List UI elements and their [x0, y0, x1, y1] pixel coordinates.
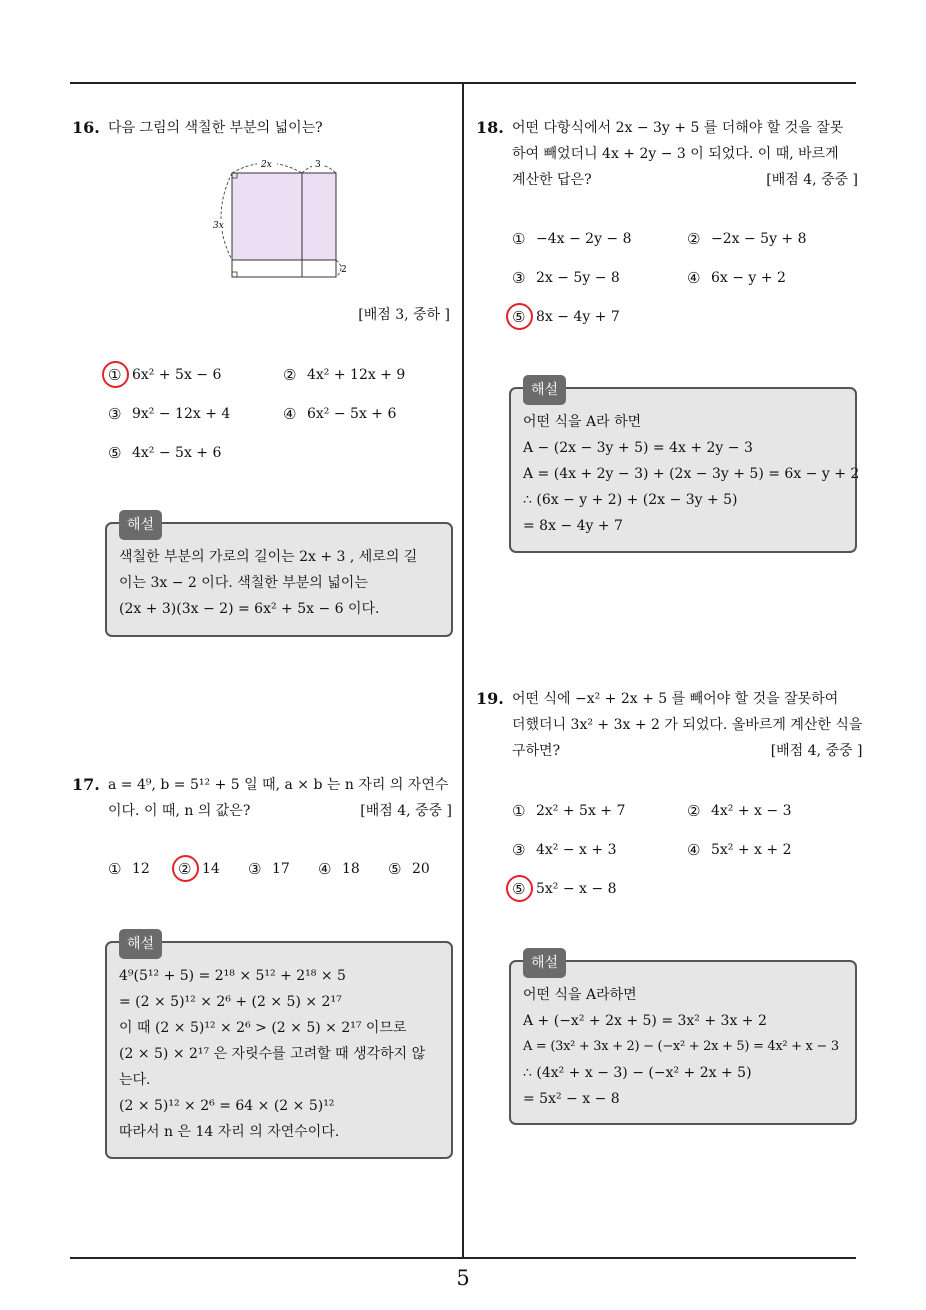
answer-circle	[506, 303, 533, 330]
choice-5[interactable]: ⑤ 4x² − 5x + 6	[108, 444, 222, 462]
question-stem-line1: 어떤 식에 −x² + 2x + 5 를 빼어야 할 것을 잘못하여	[512, 691, 839, 707]
question-17	[72, 772, 452, 824]
page-number: 5	[456, 1266, 470, 1290]
question-18-choices	[512, 212, 862, 330]
question-16	[72, 115, 450, 141]
question-number: 16.	[72, 118, 100, 137]
choice-4[interactable]: ④ 5x² + x + 2	[687, 841, 792, 859]
choice-2[interactable]: ② 4x² + 12x + 9	[283, 366, 406, 384]
shaded-rectangle-figure	[205, 155, 355, 285]
label-2x: 2x	[261, 160, 272, 170]
question-19	[476, 686, 863, 764]
choice-3[interactable]: ③ 9x² − 12x + 4	[108, 405, 231, 423]
question-stem: a = 4⁹, b = 5¹² + 5 일 때, a × b 는 n 자리 의 자연수	[108, 777, 449, 793]
choice-1[interactable]: ① 12	[108, 860, 150, 878]
solution-box-19: 해설 어떤 식을 A라하면 A + (−x² + 2x + 5) = 3x² + 3x + 2 A = (3x² + 3x + 2) − (−x² + 2x + 5) = 4x² + x − 3 ∴ (4x² + x − 3) − (−x² + 2x + 5) = 5x² − x − 8	[509, 960, 857, 1125]
column-divider	[462, 84, 464, 1259]
question-19-choices	[512, 784, 862, 902]
question-stem-line2: 하여 빼었더니 4x + 2y − 3 이 되었다. 이 때, 바르게	[512, 146, 839, 162]
unshaded-strip	[232, 260, 336, 277]
solution-badge: 해설	[119, 929, 162, 959]
solution-badge: 해설	[523, 948, 566, 978]
choice-2[interactable]: ② 4x² + x − 3	[687, 802, 792, 820]
answer-circle	[102, 361, 129, 388]
question-16-choices	[108, 348, 458, 466]
solution-box-16: 해설 색칠한 부분의 가로의 길이는 2x + 3 , 세로의 길 이는 3x − 2 이다. 색칠한 부분의 넓이는 (2x + 3)(3x − 2) = 6x² + 5x − 6 이다.	[105, 522, 453, 637]
solution-badge: 해설	[119, 510, 162, 540]
choice-5[interactable]: ⑤ 20	[388, 860, 430, 878]
answer-circle	[172, 855, 199, 882]
solution-box-17: 해설 4⁹(5¹² + 5) = 2¹⁸ × 5¹² + 2¹⁸ × 5 = (2 × 5)¹² × 2⁶ + (2 × 5) × 2¹⁷ 이 때 (2 × 5)¹² × 2⁶ > (2 × 5) × 2¹⁷ 이므로 (2 × 5) × 2¹⁷ 은 자릿수를 고려할 때 생각하지 않 는다. (2 × 5)¹² × 2⁶ = 64 × (2 × 5)¹² 따라서 n 은 14 자리 의 자연수이다.	[105, 941, 453, 1159]
choice-5[interactable]: ⑤ 8x − 4y + 7	[512, 304, 687, 330]
shaded-region	[232, 173, 336, 260]
choice-4[interactable]: ④ 18	[318, 860, 360, 878]
answer-circle	[506, 875, 533, 902]
bottom-rule	[70, 1257, 856, 1259]
choice-1[interactable]: ① 2x² + 5x + 7	[512, 802, 626, 820]
question-number: 17.	[72, 775, 100, 794]
choice-2[interactable]: ② −2x − 5y + 8	[687, 230, 807, 248]
question-16-meta	[72, 302, 450, 328]
score-meta: [배점 4, 중중 ]	[360, 803, 452, 819]
choice-2[interactable]: ② 14	[178, 856, 248, 882]
question-17-choices	[108, 842, 458, 882]
question-stem-line3: 구하면?	[512, 743, 561, 759]
score-meta: [배점 3, 중하 ]	[358, 307, 450, 323]
question-stem-line2: 이다. 이 때, n 의 값은?	[108, 803, 251, 819]
choice-4[interactable]: ④ 6x − y + 2	[687, 269, 786, 287]
question-stem-line3: 계산한 답은?	[512, 172, 592, 188]
choice-3[interactable]: ③ 17	[248, 860, 290, 878]
question-18	[476, 115, 858, 193]
question-stem-line1: 어떤 다항식에서 2x − 3y + 5 를 더해야 할 것을 잘못	[512, 120, 844, 136]
label-3x: 3x	[213, 221, 224, 231]
choice-1[interactable]: ① 6x² + 5x − 6	[108, 362, 283, 388]
choice-3[interactable]: ③ 2x − 5y − 8	[512, 269, 620, 287]
question-number: 18.	[476, 118, 504, 137]
choice-5[interactable]: ⑤ 5x² − x − 8	[512, 876, 687, 902]
score-meta: [배점 4, 중중 ]	[770, 743, 863, 759]
solution-box-18: 해설 어떤 식을 A라 하면 A − (2x − 3y + 5) = 4x + 2y − 3 A = (4x + 2y − 3) + (2x − 3y + 5) = 6x − y + 2 ∴ (6x − y + 2) + (2x − 3y + 5) = 8x − 4y + 7	[509, 387, 857, 553]
score-meta: [배점 4, 중중 ]	[766, 172, 858, 188]
label-2: 2	[341, 265, 347, 275]
question-number: 19.	[476, 689, 504, 708]
question-stem: 다음 그림의 색칠한 부분의 넓이는?	[108, 120, 323, 136]
choice-3[interactable]: ③ 4x² − x + 3	[512, 841, 617, 859]
choice-1[interactable]: ① −4x − 2y − 8	[512, 230, 632, 248]
label-3: 3	[315, 160, 321, 170]
solution-badge: 해설	[523, 375, 566, 405]
question-stem-line2: 더했더니 3x² + 3x + 2 가 되었다. 올바르게 계산한 식을	[512, 717, 863, 733]
choice-4[interactable]: ④ 6x² − 5x + 6	[283, 405, 397, 423]
